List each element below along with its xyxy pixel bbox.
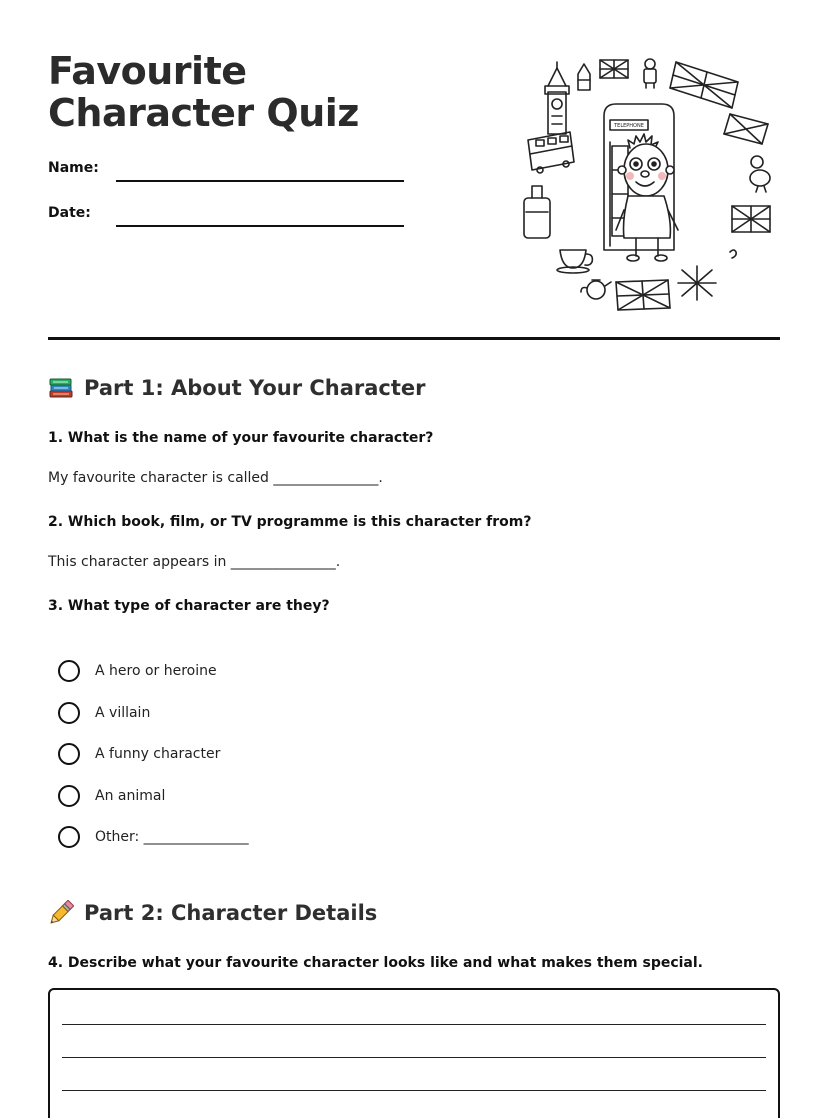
question-4: 4. Describe what your favourite character looks like and what makes them special. <box>48 955 703 971</box>
option-label: An animal <box>95 788 166 804</box>
swirl-icon <box>730 250 736 258</box>
radio-button[interactable] <box>58 702 80 724</box>
union-jack-flag-icon <box>616 280 670 310</box>
books-icon <box>48 376 74 400</box>
option-label: A funny character <box>95 746 221 762</box>
writing-line <box>62 1090 766 1091</box>
writing-line <box>62 1057 766 1058</box>
union-jack-flag-icon <box>600 60 628 78</box>
part1-heading <box>48 376 426 400</box>
union-jack-flag-icon <box>724 114 768 144</box>
question-3: 3. What type of character are they? <box>48 598 330 614</box>
answer-1-prompt[interactable]: My favourite character is called _______________. <box>48 470 383 486</box>
part2-heading <box>48 900 377 926</box>
double-decker-bus-icon <box>528 132 574 173</box>
writing-line <box>62 1024 766 1025</box>
option-animal[interactable] <box>58 784 165 808</box>
name-field[interactable] <box>48 160 408 186</box>
part2-heading-text: Part 2: Character Details <box>84 901 378 925</box>
answer-2-prompt[interactable]: This character appears in _______________. <box>48 554 341 570</box>
radio-button[interactable] <box>58 785 80 807</box>
question-1: 1. What is the name of your favourite character? <box>48 430 434 446</box>
date-line[interactable] <box>116 225 404 227</box>
option-other[interactable] <box>58 825 249 849</box>
teapot-icon <box>581 280 611 299</box>
option-label: Other: _______________ <box>95 829 249 845</box>
option-villain[interactable] <box>58 701 150 725</box>
radio-button[interactable] <box>58 660 80 682</box>
question-2: 2. Which book, film, or TV programme is this character from? <box>48 514 532 530</box>
name-line[interactable] <box>116 180 404 182</box>
bird-icon <box>750 156 770 192</box>
date-label: Date: <box>48 205 91 221</box>
option-label: A villain <box>95 705 151 721</box>
british-character-illustration <box>512 50 784 314</box>
part1-heading-text: Part 1: About Your Character <box>84 376 426 400</box>
radio-button[interactable] <box>58 743 80 765</box>
union-jack-flag-icon <box>732 206 770 232</box>
writing-box[interactable] <box>48 988 780 1118</box>
rocket-icon <box>578 64 590 90</box>
option-label: A hero or heroine <box>95 663 217 679</box>
page-title: Favourite Character Quiz <box>48 49 359 135</box>
option-funny[interactable] <box>58 742 220 766</box>
radio-button[interactable] <box>58 826 80 848</box>
big-ben-icon <box>545 62 569 134</box>
guard-icon <box>644 59 656 88</box>
pencil-icon <box>48 900 74 926</box>
boy-character-icon <box>616 134 678 261</box>
union-jack-flag-icon <box>670 62 738 108</box>
burst-icon <box>678 266 716 300</box>
handset-icon <box>524 186 550 238</box>
phone-box-sign: TELEPHONE <box>614 123 644 129</box>
name-label: Name: <box>48 160 99 176</box>
teacup-icon <box>557 250 592 273</box>
option-hero[interactable] <box>58 659 217 683</box>
date-field[interactable] <box>48 205 408 231</box>
header-divider <box>48 337 780 340</box>
